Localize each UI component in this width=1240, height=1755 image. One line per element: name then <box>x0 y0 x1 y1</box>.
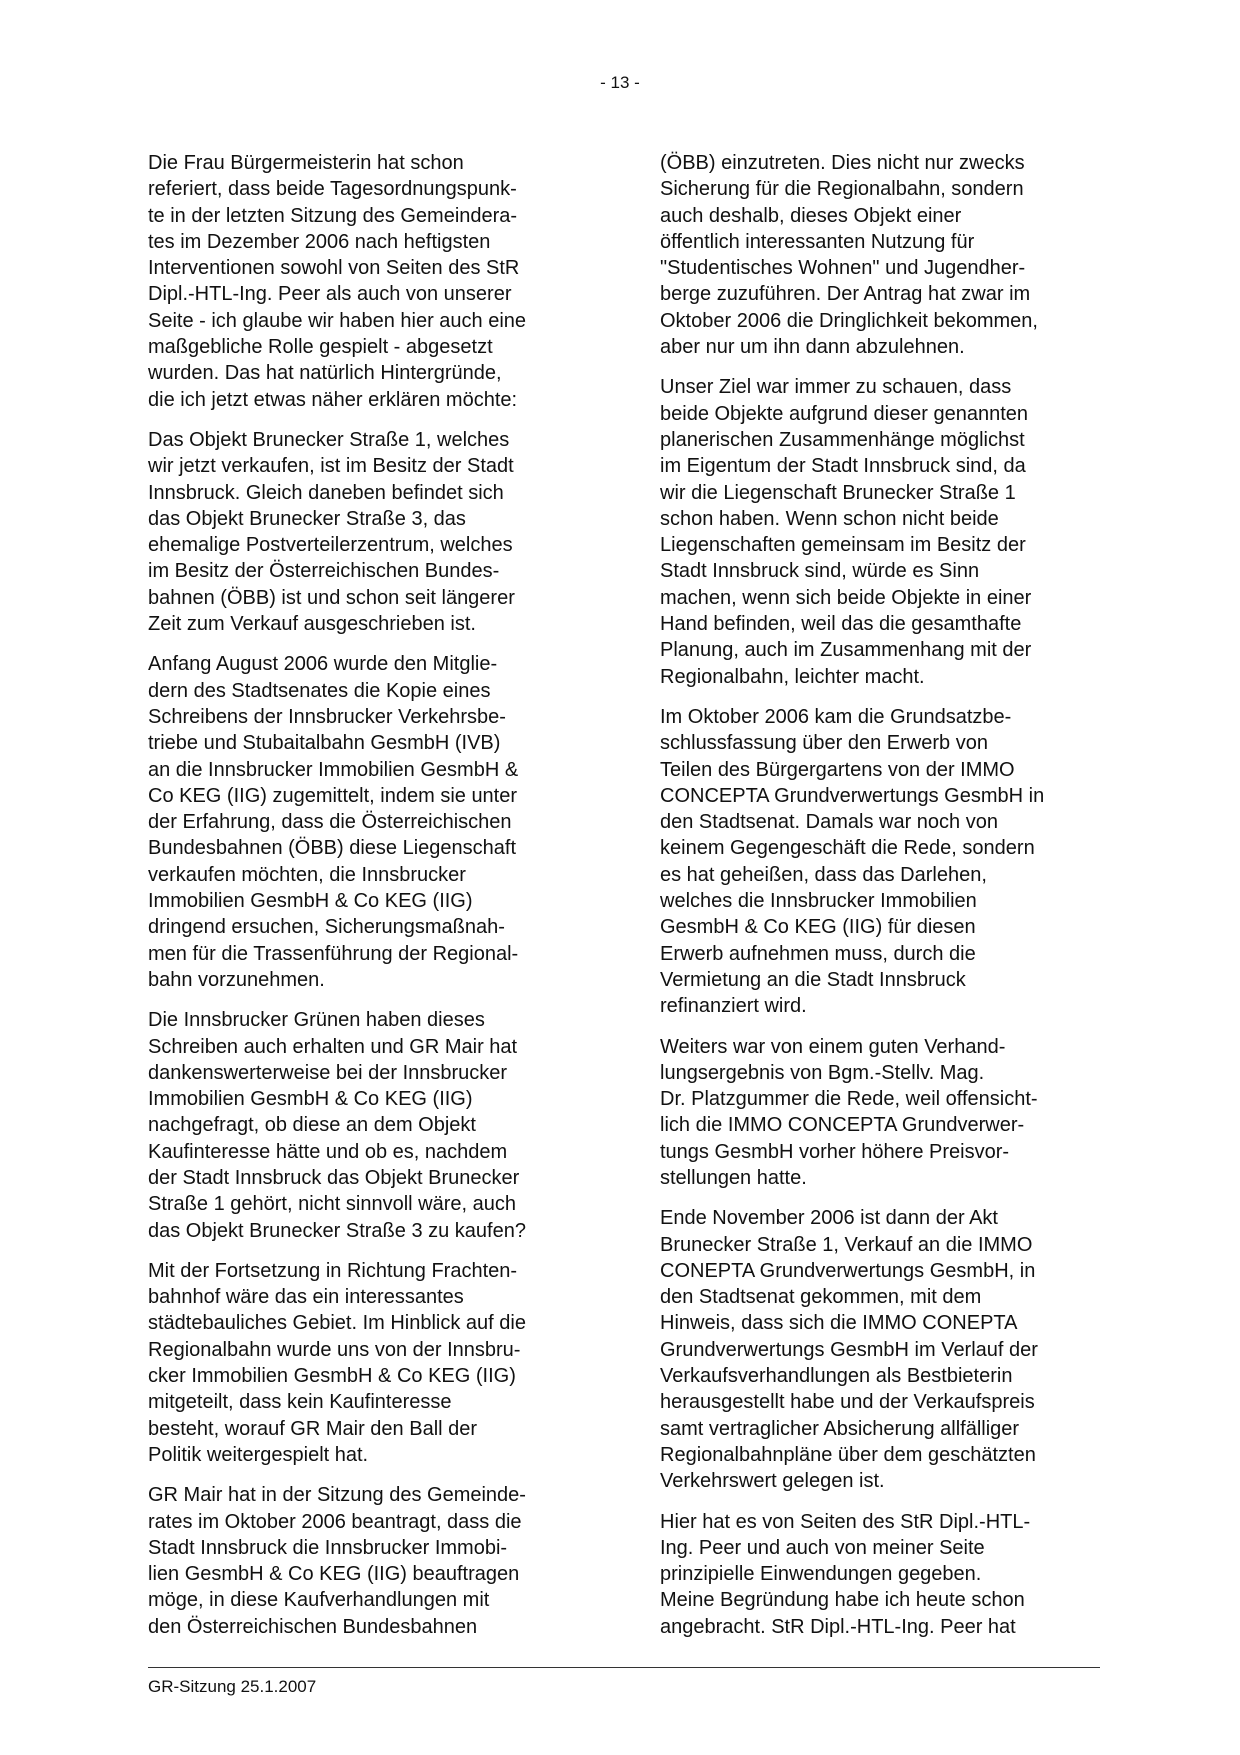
paragraph <box>660 374 1120 690</box>
footer-session-date: GR-Sitzung 25.1.2007 <box>148 1677 317 1696</box>
text-line: Schreiben auch erhalten und GR Mair hat <box>148 1035 518 1058</box>
paragraph <box>148 150 608 413</box>
paragraph <box>148 651 608 993</box>
text-line: Verkehrswert gelegen ist. <box>660 1470 885 1493</box>
text-line: Regionalbahn, leichter macht. <box>660 665 925 688</box>
text-line: Regionalbahn wurde uns von der Innsbru- <box>148 1338 521 1361</box>
text-line: lien GesmbH & Co KEG (IIG) beauftragen <box>148 1563 520 1586</box>
text-line: Seite - ich glaube wir haben hier auch eine <box>148 309 527 332</box>
text-line: Immobilien GesmbH & Co KEG (IIG) <box>148 890 473 913</box>
text-line: Grundverwertungs GesmbH im Verlauf der <box>660 1338 1038 1361</box>
paragraph <box>148 1482 608 1640</box>
text-line: Zeit zum Verkauf ausgeschrieben ist. <box>148 613 476 636</box>
text-line: keinem Gegengeschäft die Rede, sondern <box>660 837 1035 860</box>
text-line: Im Oktober 2006 kam die Grundsatzbe- <box>660 705 1012 728</box>
text-line: im Besitz der Österreichischen Bundes- <box>148 560 500 583</box>
text-line: bahnhof wäre das ein interessantes <box>148 1286 464 1309</box>
text-line: Straße 1 gehört, nicht sinnvoll wäre, auch <box>148 1193 516 1216</box>
text-line: Vermietung an die Stadt Innsbruck <box>660 968 966 991</box>
text-line: prinzipielle Einwendungen gegeben. <box>660 1563 982 1586</box>
text-line: beide Objekte aufgrund dieser genannten <box>660 402 1029 425</box>
text-line: Ing. Peer und auch von meiner Seite <box>660 1536 985 1559</box>
text-line: herausgestellt habe und der Verkaufspreis <box>660 1391 1035 1414</box>
text-line: triebe und Stubaitalbahn GesmbH (IVB) <box>148 732 501 755</box>
text-line: Dr. Platzgummer die Rede, weil offensicht- <box>660 1088 1038 1111</box>
text-line: den Österreichischen Bundesbahnen <box>148 1615 478 1638</box>
text-line: lungsergebnis von Bgm.-Stellv. Mag. <box>660 1061 985 1084</box>
text-line: das Objekt Brunecker Straße 3, das <box>148 507 466 530</box>
text-line: möge, in diese Kaufverhandlungen mit <box>148 1589 490 1612</box>
text-line: Mit der Fortsetzung in Richtung Frachten- <box>148 1259 518 1282</box>
text-line: te in der letzten Sitzung des Gemeindera- <box>148 204 518 227</box>
text-line: refinanziert wird. <box>660 995 807 1018</box>
text-line: welches die Innsbrucker Immobilien <box>660 890 977 913</box>
text-line: die ich jetzt etwas näher erklären möchte: <box>148 388 518 411</box>
text-line: Stadt Innsbruck die Innsbrucker Immobi- <box>148 1536 508 1559</box>
text-line: Teilen des Bürgergartens von der IMMO <box>660 758 1015 781</box>
paragraph <box>660 704 1120 1020</box>
text-line: stellungen hatte. <box>660 1166 807 1189</box>
text-line: schlussfassung über den Erwerb von <box>660 732 988 755</box>
left-text-column <box>148 150 608 1654</box>
text-line: es hat geheißen, dass das Darlehen, <box>660 863 987 886</box>
text-line: den Stadtsenat. Damals war noch von <box>660 811 998 834</box>
text-line: den Stadtsenat gekommen, mit dem <box>660 1286 982 1309</box>
footer-divider <box>148 1667 1100 1668</box>
text-line: dringend ersuchen, Sicherungsmaßnah- <box>148 916 505 939</box>
text-line: Die Innsbrucker Grünen haben dieses <box>148 1009 485 1032</box>
text-line: der Stadt Innsbruck das Objekt Brunecker <box>148 1166 520 1189</box>
text-line: GR Mair hat in der Sitzung des Gemeinde- <box>148 1484 526 1507</box>
text-line: Politik weitergespielt hat. <box>148 1443 369 1466</box>
text-line: Interventionen sowohl von Seiten des StR <box>148 257 520 280</box>
text-line: wurden. Das hat natürlich Hintergründe, <box>148 362 502 385</box>
text-line: samt vertraglicher Absicherung allfälliger <box>660 1417 1020 1440</box>
text-line: städtebauliches Gebiet. Im Hinblick auf die <box>148 1312 526 1335</box>
text-line: Meine Begründung habe ich heute schon <box>660 1589 1025 1612</box>
text-line: cker Immobilien GesmbH & Co KEG (IIG) <box>148 1365 516 1388</box>
text-line: GesmbH & Co KEG (IIG) für diesen <box>660 916 976 939</box>
text-line: "Studentisches Wohnen" und Jugendher- <box>660 257 1026 280</box>
text-line: maßgebliche Rolle gespielt - abgesetzt <box>148 336 493 359</box>
text-line: mitgeteilt, dass kein Kaufinteresse <box>148 1391 452 1414</box>
text-line: Co KEG (IIG) zugemittelt, indem sie unter <box>148 784 518 807</box>
text-line: Bundesbahnen (ÖBB) diese Liegenschaft <box>148 837 517 860</box>
text-line: nachgefragt, ob diese an dem Objekt <box>148 1114 476 1137</box>
text-line: (ÖBB) einzutreten. Dies nicht nur zwecks <box>660 152 1025 174</box>
text-line: im Eigentum der Stadt Innsbruck sind, da <box>660 455 1026 478</box>
paragraph <box>148 427 608 637</box>
text-line: CONEPTA Grundverwertungs GesmbH, in <box>660 1259 1036 1282</box>
paragraph <box>660 1509 1120 1640</box>
text-line: Sicherung für die Regionalbahn, sondern <box>660 178 1024 201</box>
page-number: - 13 - <box>600 73 640 92</box>
paragraph <box>660 150 1120 360</box>
text-line: Unser Ziel war immer zu schauen, dass <box>660 376 1012 399</box>
text-line: lich die IMMO CONCEPTA Grundverwer- <box>660 1114 1025 1137</box>
text-line: Hand befinden, weil das die gesamthafte <box>660 613 1022 636</box>
text-line: tes im Dezember 2006 nach heftigsten <box>148 230 491 253</box>
text-line: Das Objekt Brunecker Straße 1, welches <box>148 428 510 451</box>
text-line: machen, wenn sich beide Objekte in einer <box>660 586 1032 609</box>
text-line: dankenswerterweise bei der Innsbrucker <box>148 1061 508 1084</box>
text-line: Hier hat es von Seiten des StR Dipl.-HTL- <box>660 1510 1031 1533</box>
text-line: Regionalbahnpläne über dem geschätzten <box>660 1443 1036 1466</box>
text-line: Verkaufsverhandlungen als Bestbieterin <box>660 1365 1013 1388</box>
text-line: Liegenschaften gemeinsam im Besitz der <box>660 534 1026 557</box>
text-line: Immobilien GesmbH & Co KEG (IIG) <box>148 1088 473 1111</box>
text-line: rates im Oktober 2006 beantragt, dass die <box>148 1510 522 1533</box>
text-line: men für die Trassenführung der Regional- <box>148 942 519 965</box>
text-line: dern des Stadtsenates die Kopie eines <box>148 679 491 702</box>
text-line: auch deshalb, dieses Objekt einer <box>660 204 962 227</box>
text-line: an die Innsbrucker Immobilien GesmbH & <box>148 758 519 781</box>
paragraph <box>148 1258 608 1468</box>
text-line: der Erfahrung, dass die Österreichischen <box>148 811 512 834</box>
text-line: angebracht. StR Dipl.-HTL-Ing. Peer hat <box>660 1615 1016 1638</box>
paragraph <box>660 1034 1120 1192</box>
text-line: öffentlich interessanten Nutzung für <box>660 230 975 253</box>
text-line: Schreibens der Innsbrucker Verkehrsbe- <box>148 705 506 728</box>
text-line: ehemalige Postverteilerzentrum, welches <box>148 534 513 557</box>
text-line: Hinweis, dass sich die IMMO CONEPTA <box>660 1312 1018 1335</box>
text-line: bahnen (ÖBB) ist und schon seit längerer <box>148 586 515 609</box>
text-line: Ende November 2006 ist dann der Akt <box>660 1207 998 1230</box>
text-line: Oktober 2006 die Dringlichkeit bekommen, <box>660 309 1038 332</box>
paragraph <box>148 1007 608 1244</box>
text-line: Erwerb aufnehmen muss, durch die <box>660 942 976 965</box>
text-line: Anfang August 2006 wurde den Mitglie- <box>148 653 498 676</box>
text-line: Weiters war von einem guten Verhand- <box>660 1035 1006 1058</box>
text-line: Die Frau Bürgermeisterin hat schon <box>148 152 464 174</box>
paragraph <box>660 1205 1120 1494</box>
text-line: Brunecker Straße 1, Verkauf an die IMMO <box>660 1233 1033 1256</box>
right-text-column <box>660 150 1120 1654</box>
text-line: besteht, worauf GR Mair den Ball der <box>148 1417 478 1440</box>
text-line: berge zuzuführen. Der Antrag hat zwar im <box>660 283 1031 306</box>
text-line: Dipl.-HTL-Ing. Peer als auch von unserer <box>148 283 512 306</box>
text-line: verkaufen möchten, die Innsbrucker <box>148 863 466 886</box>
text-line: tungs GesmbH vorher höhere Preisvor- <box>660 1140 1010 1163</box>
text-line: CONCEPTA Grundverwertungs GesmbH in <box>660 784 1045 807</box>
text-line: schon haben. Wenn schon nicht beide <box>660 507 999 530</box>
text-line: bahn vorzunehmen. <box>148 968 325 991</box>
text-line: wir die Liegenschaft Brunecker Straße 1 <box>660 481 1016 504</box>
text-line: Innsbruck. Gleich daneben befindet sich <box>148 481 504 504</box>
text-line: planerischen Zusammenhänge möglichst <box>660 428 1025 451</box>
text-line: das Objekt Brunecker Straße 3 zu kaufen? <box>148 1219 526 1242</box>
text-line: Kaufinteresse hätte und ob es, nachdem <box>148 1140 508 1163</box>
text-line: wir jetzt verkaufen, ist im Besitz der Stadt <box>148 455 514 478</box>
text-line: Stadt Innsbruck sind, würde es Sinn <box>660 560 980 583</box>
text-line: referiert, dass beide Tagesordnungspunk- <box>148 178 517 201</box>
text-line: aber nur um ihn dann abzulehnen. <box>660 336 965 359</box>
text-line: Planung, auch im Zusammenhang mit der <box>660 639 1032 662</box>
